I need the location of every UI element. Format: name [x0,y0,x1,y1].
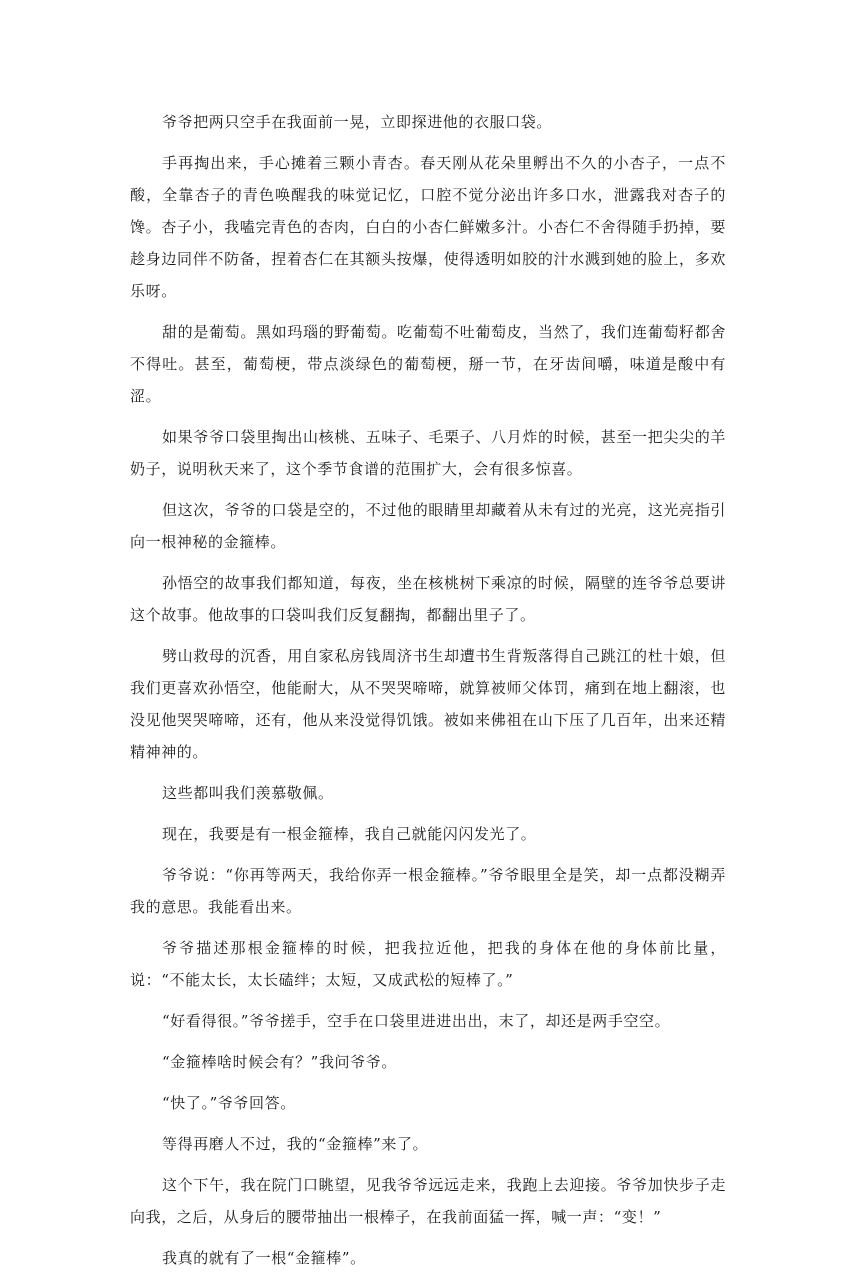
paragraph-7: 劈山救母的沉香，用自家私房钱周济书生却遭书生背叛落得自己跳江的杜十娘，但我们更喜欢孙悟空，他能耐大，从不哭哭啼啼，就算被师父体罚，痛到在地上翻滚，也没见他哭哭啼啼，还有，他从来没觉得饥饿。被如来佛祖在山下压了几百年，出来还精精神神的。 [130,647,726,761]
paragraph-1: 爷爷把两只空手在我面前一晃，立即探进他的衣服口袋。 [162,113,553,131]
paragraph-10: 爷爷说：“你再等两天，我给你弄一根金箍棒。”爷爷眼里全是笑，却一点都没糊弄我的意思。我能看出来。 [130,866,726,916]
paragraph-16: 这个下午，我在院门口眺望，见我爷爷远远走来，我跑上去迎接。爷爷加快步子走向我，之后，从身后的腰带抽出一根棒子，在我前面猛一挥，喊一声：“变！” [130,1176,726,1226]
paragraph-11: 爷爷描述那根金箍棒的时候，把我拉近他，把我的身体在他的身体前比量，说：“不能太长，太长磕绊；太短，又成武松的短棒了。” [130,939,726,989]
paragraph-6: 孙悟空的故事我们都知道，每夜，坐在核桃树下乘凉的时候，隔壁的连爷爷总要讲这个故事。他故事的口袋叫我们反复翻掏，都翻出里子了。 [130,574,726,624]
paragraph-4: 如果爷爷口袋里掏出山核桃、五味子、毛栗子、八月炸的时候，甚至一把尖尖的羊奶子，说明秋天来了，这个季节食谱的范围扩大，会有很多惊喜。 [130,428,726,478]
paragraph-8: 这些都叫我们羡慕敬佩。 [162,784,334,802]
paragraph-17: 我真的就有了一根“金箍棒”。 [162,1249,366,1267]
paragraph-3: 甜的是葡萄。黑如玛瑙的野葡萄。吃葡萄不吐葡萄皮，当然了，我们连葡萄籽都舍不得吐。甚至，葡萄梗，带点淡绿色的葡萄梗，掰一节，在牙齿间嚼，味道是酸中有涩。 [130,323,726,405]
document-page [130,106,726,1283]
paragraph-15: 等得再磨人不过，我的“金箍棒”来了。 [162,1135,429,1153]
paragraph-14: “快了。”爷爷回答。 [162,1094,296,1112]
paragraph-13: “金箍棒啥时候会有？”我问爷爷。 [162,1053,397,1071]
paragraph-9: 现在，我要是有一根金箍棒，我自己就能闪闪发光了。 [162,825,537,843]
paragraph-2: 手再掏出来，手心摊着三颗小青杏。春天刚从花朵里孵出不久的小杏子，一点不酸，全靠杏子的青色唤醒我的味觉记忆，口腔不觉分泌出许多口水，泄露我对杏子的馋。杏子小，我嗑完青色的杏肉，白白的小杏仁鲜嫩多汁。小杏仁不舍得随手扔掉，要趁身边同伴不防备，捏着杏仁在其额头按爆，使得透明如胶的汁水溅到她的脸上，多欢乐呀。 [130,154,726,300]
paragraph-12: “好看得很。”爷爷搓手，空手在口袋里进进出出，末了，却还是两手空空。 [162,1012,671,1030]
paragraph-5: 但这次，爷爷的口袋是空的，不过他的眼睛里却藏着从未有过的光亮，这光亮指引向一根神秘的金箍棒。 [130,501,726,551]
